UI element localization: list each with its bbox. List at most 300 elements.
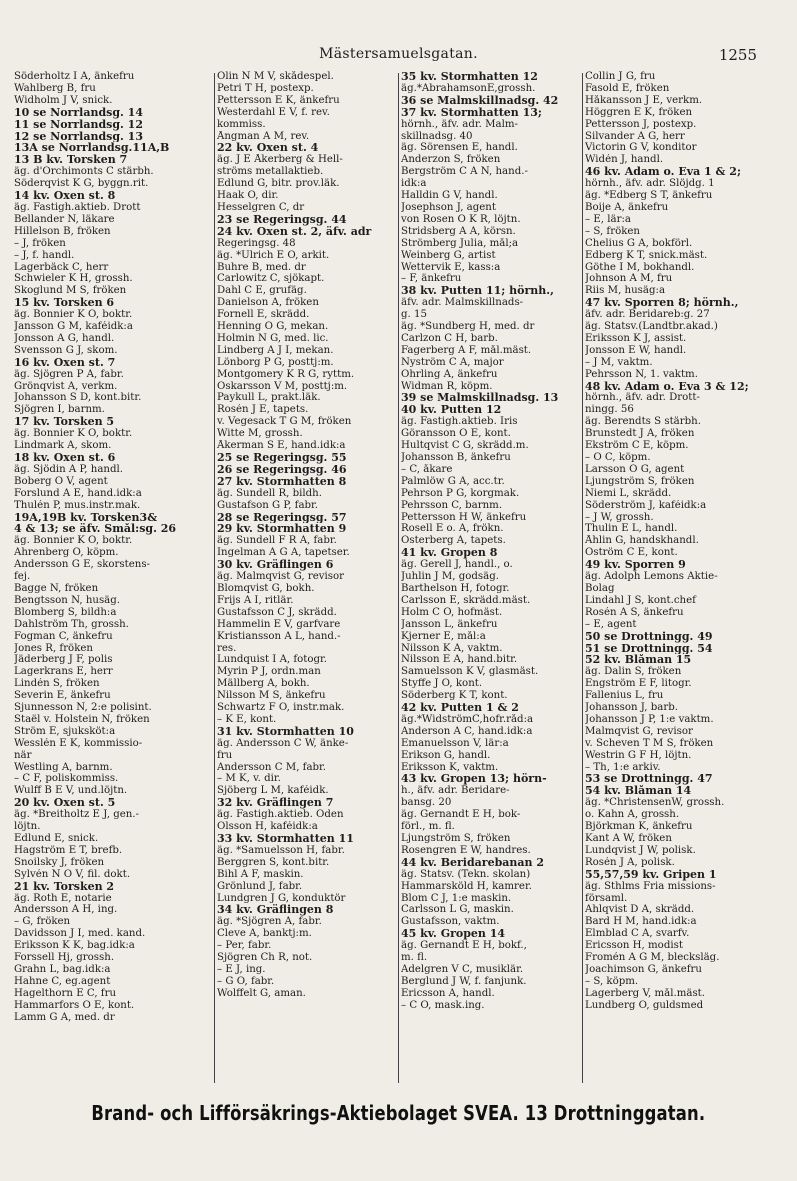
directory-entry: äg. Statsv. (Tekn. skolan) [401, 868, 531, 880]
directory-entry: 50 se Drottningg. 49 [585, 630, 713, 643]
directory-entry: 43 kv. Gropen 13; hörn- [401, 773, 547, 786]
directory-entry: Westrin G F H, löjtn. [585, 749, 692, 761]
directory-entry: Hammelin E V, garfvare [217, 618, 341, 630]
directory-entry: Styffe J O, kont. [401, 678, 483, 690]
directory-entry: Höggren E K, fröken [585, 106, 693, 118]
directory-entry: Dahlström Th, grossh. [14, 618, 129, 630]
directory-entry: fru [217, 749, 233, 761]
directory-entry: Malmqvist G, revisor [585, 725, 693, 737]
directory-entry: Söderberg K T, kont. [401, 690, 508, 702]
directory-entry: 13 B kv. Torsken 7 [14, 154, 128, 167]
directory-entry: äg. Malmqvist G, revisor [217, 571, 344, 583]
directory-entry: Eriksson K J, assist. [585, 332, 687, 344]
directory-entry: Erikson G, handl. [401, 749, 491, 761]
directory-entry: 24 kv. Oxen st. 2, äfv. adr [217, 225, 372, 238]
directory-entry: Montgomery K R G, ryttm. [217, 368, 355, 380]
directory-entry: äg. Fastigh.aktieb. Oden [217, 809, 344, 821]
directory-entry: Jäderberg J F, polis [14, 654, 113, 666]
column-1 [14, 71, 212, 1091]
directory-entry: Edberg K T, snick.mäst. [585, 249, 708, 261]
directory-entry: Severin E, änkefru [14, 690, 111, 702]
directory-entry: Öström C E, kont. [585, 547, 678, 559]
directory-entry: Söderholtz I A, änkefru [14, 71, 135, 82]
directory-entry: äg. Gernandt E H, bok- [401, 809, 521, 821]
directory-entry: äg. Sjödin A P, handl. [14, 463, 123, 475]
directory-entry: Davidsson J I, med. kand. [14, 928, 146, 940]
directory-entry: Sjögren Ch R, not. [217, 952, 313, 964]
directory-entry: Josephson J, agent [401, 201, 496, 213]
directory-entry: 10 se Norrlandsg. 14 [14, 106, 143, 119]
directory-entry: Chelius G A, bokförl. [585, 237, 693, 249]
directory-entry: Ohrling A, änkefru [401, 368, 498, 380]
directory-entry: – F, änkefru [401, 273, 462, 285]
directory-entry: Åhlin G, handskhandl. [585, 535, 699, 547]
directory-entry: – E, agent [585, 618, 637, 630]
directory-entry: 40 kv. Putten 12 [401, 404, 502, 417]
directory-entry: 27 kv. Stormhatten 8 [217, 475, 347, 488]
directory-entry: Sjögren I, barnm. [14, 404, 105, 416]
directory-entry: – J W, grossh. [585, 511, 654, 523]
directory-entry: äfv. adr. Malmskillnads- [401, 297, 524, 309]
directory-entry: Pettersson J, postexp. [585, 118, 697, 130]
directory-entry: Hesselgren C, dr [217, 201, 305, 213]
directory-entry: 26 se Regeringsg. 46 [217, 463, 347, 476]
directory-entry: Johansson J P, 1:e vaktm. [585, 713, 714, 725]
directory-entry: Fallenius L, fru [585, 690, 664, 702]
directory-entry: 4 & 13; se äfv. Smål:sg. 26 [14, 523, 177, 536]
directory-entry: – C O, mask.ing. [401, 999, 485, 1011]
directory-entry: äg. J E Åkerberg & Hell- [217, 154, 343, 166]
directory-entry: 13A se Norrlandsg.11A,B [14, 142, 170, 155]
directory-entry: Juhlin J M, godsäg. [401, 571, 499, 583]
directory-entry: Hahne C, eg.agent [14, 975, 111, 987]
directory-entry: Lagerberg V, mål.mäst. [585, 987, 706, 999]
directory-entry: 31 kv. Stormhatten 10 [217, 725, 354, 738]
directory-entry: – S, köpm. [585, 975, 639, 987]
directory-entry: 35 kv. Stormhatten 12 [401, 71, 538, 83]
directory-entry: Nilsson K A, vaktm. [401, 642, 503, 654]
directory-entry: Widman R, köpm. [401, 380, 493, 392]
directory-entry: Silvander A G, herr [585, 130, 685, 142]
directory-entry: äg. Sörensen E, handl. [401, 142, 518, 154]
directory-entry: äg. Gerell J, handl., o. [401, 559, 513, 571]
directory-entry: Lagerbäck C, herr [14, 261, 109, 273]
directory-entry: Emanuelsson V, lär:a [401, 737, 509, 749]
directory-entry: Jansson L, änkefru [401, 618, 498, 630]
directory-entry: Anderson A C, hand.idk:a [401, 725, 533, 737]
directory-entry: Johansson J, barb. [585, 702, 678, 714]
directory-entry: äg. Bonnier K O, boktr. [14, 309, 133, 321]
directory-entry: 38 kv. Putten 11; hörnh., [401, 285, 554, 298]
directory-entry: Hagelthorn E C, fru [14, 987, 117, 999]
directory-entry: Forssell Hj, grossh. [14, 952, 115, 964]
directory-entry: Hagström E T, brefb. [14, 844, 123, 856]
directory-entry: Bellander N, läkare [14, 213, 115, 225]
directory-entry: – Per, fabr. [217, 940, 272, 952]
column-4 [585, 71, 787, 1091]
directory-entry: 33 kv. Stormhatten 11 [217, 833, 354, 845]
directory-entry: äg. *Breitholtz E J, gen.- [14, 809, 139, 821]
directory-entry: Pehrsson N, 1. vaktm. [585, 368, 698, 380]
directory-entry: Eriksson K K, bag.idk:a [14, 940, 135, 952]
directory-entry: hörnh., äfv. adr. Malm- [401, 118, 518, 130]
directory-entry: 49 kv. Sporren 9 [585, 559, 686, 572]
svea-advertisement: Brand- och Lifförsäkrings-Aktiebolaget SVEA. 13 Drottninggatan. [91, 1101, 706, 1125]
directory-entry: Adelgren V C, musiklär. [401, 963, 524, 975]
directory-entry: – C, åkare [401, 463, 453, 475]
directory-entry: 51 se Drottningg. 54 [585, 642, 713, 655]
directory-entry: Boberg O V, agent [14, 475, 108, 487]
directory-entry: Nilsson E A, hand.bitr. [401, 654, 518, 666]
directory-entry: – K E, kont. [217, 713, 277, 725]
directory-entry: 32 kv. Gräflingen 7 [217, 797, 334, 810]
directory-entry: 53 se Drottningg. 47 [585, 773, 713, 786]
directory-entry: Grönlund J, fabr. [217, 880, 303, 892]
directory-entry: Olsson H, kaféidk:a [217, 821, 318, 833]
directory-entry: Brunstedt J A, fröken [585, 428, 695, 440]
directory-entry: Wahlberg B, fru [14, 82, 96, 94]
directory-entry: äg. Sundell F R A, fabr. [217, 535, 337, 547]
directory-entry: Olin N M V, skådespel. [217, 71, 334, 82]
directory-entry: 28 se Regeringsg. 57 [217, 511, 347, 524]
directory-entry: – J M, vaktm. [585, 356, 653, 368]
directory-entry: äg. d'Orchimonts C stärbh. [14, 166, 154, 178]
directory-entry: Nyström C A, major [401, 356, 504, 368]
directory-entry: Holm C O, hofmäst. [401, 606, 503, 618]
directory-entry: Bengtsson N, husäg. [14, 594, 121, 606]
directory-entry: 17 kv. Torsken 5 [14, 416, 115, 429]
directory-entry: Sjöberg L M, kaféidk. [217, 785, 329, 797]
directory-entry: Österberg A, tapets. [401, 535, 506, 547]
directory-entry: Boije A, änkefru [585, 201, 669, 213]
directory-entry: Dahl C E, grufäg. [217, 285, 307, 297]
directory-entry: 36 se Malmskillnadsg. 42 [401, 94, 559, 107]
directory-entry: Ljungström S, fröken [401, 833, 511, 844]
directory-entry: Hammarsköld H, kamrer. [401, 880, 532, 892]
directory-entry: äg. Bonnier K O, boktr. [14, 535, 133, 547]
directory-entry: Ahrenberg O, köpm. [14, 547, 119, 559]
directory-entry: Lundquist I A, fotogr. [217, 654, 328, 666]
directory-entry: Edlund E, snick. [14, 833, 99, 844]
directory-entry: Halldin G V, handl. [401, 190, 498, 202]
directory-entry: Lindberg A J I, mekan. [217, 344, 334, 356]
directory-entry: Fagerberg A F, mål.mäst. [401, 344, 532, 356]
directory-entry: Andersson C M, fabr. [217, 761, 327, 773]
directory-entry: 52 kv. Blåman 15 [585, 654, 692, 667]
directory-entry: Lundgren J G, konduktör [217, 892, 346, 904]
directory-entry: Söderström J, kaféidk:a [585, 499, 707, 511]
directory-entry: Pettersson H W, änkefru [401, 511, 527, 523]
directory-entry: Pehrsson C, barnm. [401, 499, 503, 511]
directory-entry: ströms metallaktieb. [217, 166, 324, 178]
directory-entry: Elmblad C A, svarfv. [585, 928, 690, 940]
directory-entry: äg. *Edberg S T, änkefru [585, 190, 713, 202]
directory-entry: Rosén J A, polisk. [585, 856, 675, 868]
directory-entry: Jonsson A G, handl. [14, 332, 115, 344]
directory-entry: Rosell E o. A, frökn. [401, 523, 504, 535]
directory-entry: äg. *Sundberg H, med. dr [401, 321, 535, 333]
directory-entry: 16 kv. Oxen st. 7 [14, 356, 116, 369]
directory-entry: m. fl. [401, 952, 428, 964]
directory-entry: äfv. adr. Beridareb:g. 27 [585, 309, 710, 321]
directory-entry: Collin J G, fru [585, 71, 656, 82]
column-divider [214, 73, 215, 1083]
directory-entry: Bard H M, hand.idk:a [585, 916, 697, 928]
directory-entry: 47 kv. Sporren 8; hörnh., [585, 297, 739, 310]
directory-entry: v. Scheven T M S, fröken [585, 737, 714, 749]
directory-entry: äg. Berendts S stärbh. [585, 416, 701, 428]
directory-entry: Grönqvist A, verkm. [14, 380, 118, 392]
directory-entry: äg.*WidströmC,hofr.råd:a [401, 713, 534, 725]
directory-entry: v. Vegesack T G M, fröken [217, 416, 352, 428]
directory-entry: Blom C J, 1:e maskin. [401, 892, 512, 904]
directory-entry: 37 kv. Stormhatten 13; [401, 106, 542, 119]
column-2 [217, 71, 395, 1091]
column-divider [582, 73, 583, 1083]
directory-entry: Schwieler K H, grossh. [14, 273, 133, 285]
directory-entry: 29 kv. Stormhatten 9 [217, 523, 347, 536]
directory-entry: Jonsson E W, handl. [585, 344, 687, 356]
directory-entry: äg. *Sjögren A, fabr. [217, 916, 322, 928]
directory-entry: Buhre B, med. dr [217, 261, 306, 273]
directory-entry: 46 kv. Adam o. Eva 1 & 2; [585, 166, 742, 179]
directory-entry: Gustafson G P, fabr. [217, 499, 319, 511]
directory-entry: Hultqvist C G, skrädd.m. [401, 440, 529, 452]
directory-entry: Oskarsson V M, posttj:m. [217, 380, 348, 392]
directory-entry: Strömberg Julia, mål;a [401, 237, 519, 249]
directory-entry: Witte M, grossh. [217, 428, 303, 440]
directory-entry: Stridsberg A A, körsn. [401, 225, 516, 237]
page-number: 1255 [718, 46, 757, 64]
street-heading: Mästersamuelsgatan. [319, 46, 478, 62]
directory-entry: Staël v. Holstein N, fröken [14, 713, 150, 725]
directory-entry: Wulff B E V, und.löjtn. [14, 785, 128, 797]
directory-entry: Gustafsson, vaktm. [401, 916, 500, 928]
directory-entry: Rosén A S, änkefru [585, 606, 684, 618]
directory-entry: Kristiansson A L, hand.- [217, 630, 341, 642]
directory-entry: äg. Sthlms Fria missions- [585, 880, 716, 892]
directory-entry: Weinberg G, artist [401, 249, 496, 261]
directory-entry: Skoglund M S, fröken [14, 285, 127, 297]
directory-entry: Lagerkrans E, herr [14, 666, 113, 678]
directory-entry: Hillelson B, fröken [14, 225, 111, 237]
directory-entry: Bagge N, fröken [14, 582, 99, 594]
directory-entry: 54 kv. Blåman 14 [585, 785, 692, 798]
directory-entry: Lönborg P G, posttj:m. [217, 356, 334, 368]
directory-entry: – J, f. handl. [14, 249, 75, 261]
directory-entry: Söderqvist K G, byggn.rit. [14, 178, 149, 190]
directory-entry: Gustafsson C J, skrädd. [217, 606, 337, 618]
directory-entry: Carlsson L G, maskin. [401, 904, 514, 916]
directory-entry: äg. Fastigh.aktieb. Iris [401, 416, 518, 428]
directory-entry: Snoilsky J, fröken [14, 856, 105, 868]
directory-entry: 19A,19B kv. Torsken3& [14, 511, 158, 524]
directory-entry: Joachimson G, änkefru [585, 963, 702, 975]
directory-entry: äg.*AbrahamsonE,grossh. [401, 82, 536, 94]
directory-entry: 15 kv. Torsken 6 [14, 297, 115, 310]
directory-entry: Göransson O E, kont. [401, 428, 511, 440]
directory-entry: 11 se Norrlandsg. 12 [14, 118, 143, 131]
directory-entry: 23 se Regeringsg. 44 [217, 213, 347, 226]
directory-entry: Widén J, handl. [585, 154, 664, 166]
directory-entry: 22 kv. Oxen st. 4 [217, 142, 319, 155]
directory-entry: äg. Roth E, notarie [14, 892, 112, 904]
directory-entry: Bergström C A N, hand.- [401, 166, 528, 178]
directory-entry: von Rosen O K R, löjtn. [401, 213, 521, 225]
directory-entry: – Th, 1:e arkiv. [585, 761, 661, 773]
directory-entry: Paykull L, prakt.läk. [217, 392, 321, 404]
directory-entry: Frijs A I, ritlär. [217, 594, 294, 606]
directory-entry: – G, fröken [14, 916, 71, 928]
directory-entry: Henning O G, mekan. [217, 321, 329, 333]
directory-entry: Pettersson E K, änkefru [217, 94, 340, 106]
directory-entry: äg. Fastigh.aktieb. Drott [14, 201, 141, 213]
directory-entry: res. [217, 642, 237, 654]
directory-entry: Fromén A G M, blecksläg. [585, 952, 720, 964]
directory-entry: 55,57,59 kv. Gripen 1 [585, 868, 717, 881]
directory-entry: – M K, v. dir. [217, 773, 281, 785]
directory-entry: Eriksson K, vaktm. [401, 761, 499, 773]
directory-entry: Victorin G V, konditor [585, 142, 697, 154]
directory-entry: Grahn L, bag.idk:a [14, 963, 111, 975]
directory-entry: Kant A W, fröken [585, 833, 672, 844]
directory-entry: Sjunnesson N, 2:e polisint. [14, 702, 152, 714]
directory-entry: Ahlqvist D A, skrädd. [585, 904, 695, 916]
directory-entry: Lundqvist J W, polisk. [585, 844, 696, 856]
directory-entry: Ericsson A, handl. [401, 987, 495, 999]
directory-entry: Fogman C, änkefru [14, 630, 113, 642]
directory-entry: äg. *ChristensenW, grossh. [585, 797, 725, 809]
directory-entry: Ingelman A G A, tapetser. [217, 547, 350, 559]
directory-entry: Lindmark A, skom. [14, 440, 112, 452]
directory-entry: äg. *Samuelsson H, fabr. [217, 844, 345, 856]
directory-entry: Ekström C E, köpm. [585, 440, 689, 452]
directory-entry: Hammarfors O E, kont. [14, 999, 135, 1011]
directory-entry: 44 kv. Beridarebanan 2 [401, 856, 545, 869]
directory-entry: – C F, poliskommiss. [14, 773, 119, 785]
directory-entry: Myrin P J, ordn.man [217, 666, 321, 678]
directory-entry: Fornell E, skrädd. [217, 309, 310, 321]
directory-entry: Bihl A F, maskin. [217, 868, 304, 880]
column-divider [398, 73, 399, 1083]
directory-entry: Barthelson H, fotogr. [401, 582, 510, 594]
column-3 [401, 71, 579, 1091]
directory-entry: Jones R, fröken [14, 642, 93, 654]
directory-entry: h., äfv. adr. Beridare- [401, 785, 510, 797]
directory-entry: Edlund G, bitr. prov.läk. [217, 178, 340, 190]
directory-entry: Petri T H, postexp. [217, 82, 314, 94]
directory-entry: Thulén P, mus.instr.mak. [14, 499, 141, 511]
directory-entry: Engström E F, litogr. [585, 678, 692, 690]
directory-entry: Blomqvist G, bokh. [217, 582, 315, 594]
directory-entry: Cleve A, banktj:m. [217, 928, 312, 940]
directory-entry: Sylvén N O V, fil. dokt. [14, 868, 131, 880]
directory-entry: – G O, fabr. [217, 975, 275, 987]
directory-entry: Mällberg A, bokh. [217, 678, 310, 690]
directory-entry: Ljungström S, fröken [585, 475, 695, 487]
directory-entry: Widholm J V, snick. [14, 94, 113, 106]
directory-entry: Forslund A E, hand.idk:a [14, 487, 142, 499]
directory-entry: Ångman A M, rev. [217, 130, 310, 142]
directory-entry: äg. Sjögren P A, fabr. [14, 368, 124, 380]
directory-entry: – E J, ing. [217, 963, 266, 975]
directory-entry: Carlowitz C, sjökapt. [217, 273, 325, 285]
directory-entry: Danielson A, fröken [217, 297, 319, 309]
directory-entry: 14 kv. Oxen st. 8 [14, 190, 116, 202]
directory-entry: o. Kahn A, grossh. [585, 809, 680, 821]
directory-entry: Blomberg S, bildh:a [14, 606, 117, 618]
directory-entry: äg. Dalin S, fröken [585, 666, 682, 678]
directory-entry: Johansson S D, kont.bitr. [14, 392, 142, 404]
page-header [0, 46, 797, 66]
directory-entry: Rosén J E, tapets. [217, 404, 309, 416]
directory-columns [14, 71, 789, 1091]
directory-entry: 45 kv. Gropen 14 [401, 928, 506, 941]
footer-advertisement [0, 1101, 797, 1131]
directory-entry: Riis M, husäg:a [585, 285, 666, 297]
directory-entry: Thulin E L, handl. [585, 523, 678, 535]
directory-entry: Håkansson J E, verkm. [585, 94, 703, 106]
directory-entry: Johnson A M, fru [585, 273, 673, 285]
directory-entry: äg. Sundell R, bildh. [217, 487, 322, 499]
directory-entry: Björkman K, änkefru [585, 821, 693, 833]
directory-entry: Anderzon S, fröken [401, 154, 501, 166]
directory-entry: Svensson G J, skom. [14, 344, 118, 356]
directory-entry: Kjerner E, mål:a [401, 630, 486, 642]
directory-entry: äg. Gernandt E H, bokf., [401, 940, 527, 952]
directory-entry: 18 kv. Oxen st. 6 [14, 452, 116, 464]
directory-entry: förl., m. fl. [401, 821, 455, 833]
directory-entry: när [14, 749, 32, 761]
directory-entry: 48 kv. Adam o. Eva 3 & 12; [585, 380, 749, 393]
directory-entry: Larsson O G, agent [585, 463, 685, 475]
directory-entry: ningg. 56 [585, 404, 634, 416]
directory-entry: 25 se Regeringsg. 55 [217, 452, 347, 464]
directory-entry: hörnh., äfv. adr. Drott- [585, 392, 700, 404]
directory-entry: fej. [14, 571, 31, 583]
directory-entry: äg. Andersson C W, änke- [217, 737, 349, 749]
directory-entry: Carlzon C H, barb. [401, 332, 498, 344]
directory-entry: Fasold E, fröken [585, 82, 670, 94]
directory-entry: Holmin N G, med. lic. [217, 332, 329, 344]
directory-entry: g. 15 [401, 309, 427, 321]
directory-entry: skillnadsg. 40 [401, 130, 473, 142]
directory-entry: 30 kv. Gräflingen 6 [217, 559, 334, 572]
directory-entry: Pehrson P G, korgmak. [401, 487, 520, 499]
directory-entry: Rosengren E W, handres. [401, 844, 531, 856]
directory-entry: Nilsson M S, änkefru [217, 690, 326, 702]
directory-entry: Berggren S, kont.bitr. [217, 856, 330, 868]
directory-entry: 42 kv. Putten 1 & 2 [401, 702, 519, 714]
directory-entry: Ström E, sjuksköt:a [14, 725, 116, 737]
directory-entry: Wesslén E K, kommissio- [14, 737, 143, 749]
directory-entry: Schwartz F O, instr.mak. [217, 702, 345, 714]
directory-entry: Wolffelt G, aman. [217, 987, 306, 999]
directory-entry: Haak O, dir. [217, 190, 279, 202]
directory-entry: – E, lär:a [585, 213, 631, 225]
directory-entry: Berglund J W, f. fanjunk. [401, 975, 527, 987]
directory-entry: idk:a [401, 178, 427, 190]
directory-entry: Samuelsson K V, glasmäst. [401, 666, 539, 678]
directory-entry: – J, fröken [14, 237, 66, 249]
directory-entry: 12 se Norrlandsg. 13 [14, 130, 143, 143]
directory-entry: Ericsson H, modist [585, 940, 683, 952]
directory-entry: Lundberg O, guldsmed [585, 999, 704, 1011]
directory-entry: 34 kv. Gräflingen 8 [217, 904, 334, 917]
directory-entry: Jansson G M, kaféidk:a [14, 321, 133, 333]
directory-entry: Lindén S, fröken [14, 678, 100, 690]
directory-entry: Westerdahl E V, f. rev. [217, 106, 330, 118]
